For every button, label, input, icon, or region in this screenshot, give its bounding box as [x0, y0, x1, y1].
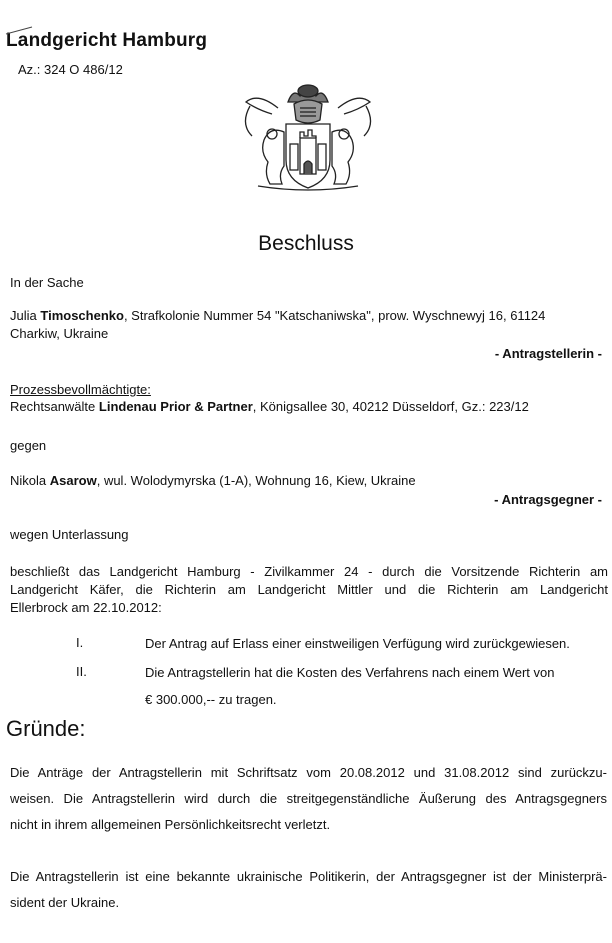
applicant-first-name: Julia [10, 308, 37, 323]
respondent-first-name: Nikola [10, 473, 47, 488]
decision-intro-line2: Landgericht Käfer, die Richterin am Landgericht Mittler und die Richterin am Landgericht [10, 582, 608, 597]
reasons-p1-line1: Die Anträge der Antragstellerin mit Schriftsatz vom 20.08.2012 und 31.08.2012 sind zurückzu- [10, 765, 607, 780]
respondent-last-name: Asarow [49, 473, 97, 488]
respondent-line [10, 472, 610, 490]
pen-stroke-icon [4, 26, 34, 36]
reasons-paragraph-2 [10, 864, 607, 916]
counsel-heading: Prozessbevollmächtigte: [10, 382, 151, 397]
counsel-prefix: Rechtsanwälte [10, 399, 99, 414]
court-name: Landgericht Hamburg [6, 30, 207, 52]
ruling-number: I. [76, 635, 84, 650]
ruling-text: Die Antragstellerin hat die Kosten des Verfahrens nach einem Wert von [145, 665, 555, 680]
ruling-text: Der Antrag auf Erlass einer einstweiligen Verfügung wird zurückgewiesen. [145, 636, 570, 651]
applicant-block [10, 307, 610, 343]
document-title: Beschluss [258, 232, 354, 255]
reasons-paragraph-1 [10, 760, 607, 838]
reasons-p1-line2: weisen. Die Antragstellerin wird durch die streitgegenständliche Äußerung des Antragsgegners [10, 791, 607, 806]
reasons-heading: Gründe: [6, 716, 86, 741]
applicant-address-line1: , Strafkolonie Nummer 54 "Katschaniwska", prow. Wyschnewyj 16, 61124 [123, 308, 546, 323]
subject-text: wegen Unterlassung [10, 527, 129, 542]
respondent-address: , wul. Wolodymyrska (1-A), Wohnung 16, Kiew, Ukraine [96, 473, 416, 488]
decision-intro-line1: beschließt das Landgericht Hamburg - Zivilkammer 24 - durch die Vorsitzende Richterin am [10, 564, 608, 579]
decision-intro-line3: Ellerbrock am 22.10.2012: [10, 600, 162, 615]
reasons-p2-line2: sident der Ukraine. [10, 895, 120, 910]
against-text: gegen [10, 438, 47, 453]
reasons-p2-line1: Die Antragstellerin ist eine bekannte ukrainische Politikerin, der Antragsgegner ist der Ministerprä- [10, 869, 607, 884]
decision-intro [10, 563, 608, 617]
counsel-firm: Lindenau Prior & Partner [98, 399, 253, 414]
ruling-text-cont: € 300.000,-- zu tragen. [145, 692, 277, 707]
hamburg-coat-of-arms-icon [238, 80, 378, 198]
applicant-role: - Antragstellerin - [494, 346, 602, 361]
applicant-address-line2: Charkiw, Ukraine [10, 326, 109, 341]
ruling-number: II. [76, 664, 87, 679]
respondent-role: - Antragsgegner - [494, 492, 602, 507]
counsel-rest: , Königsallee 30, 40212 Düsseldorf, Gz.: 223/12 [252, 399, 529, 414]
case-number: Az.: 324 O 486/12 [18, 62, 123, 77]
reasons-p1-line3: nicht in ihrem allgemeinen Persönlichkeitsrecht verletzt. [10, 817, 331, 832]
applicant-last-name: Timoschenko [40, 308, 124, 323]
intro-text: In der Sache [10, 275, 84, 290]
counsel-line [10, 398, 610, 416]
